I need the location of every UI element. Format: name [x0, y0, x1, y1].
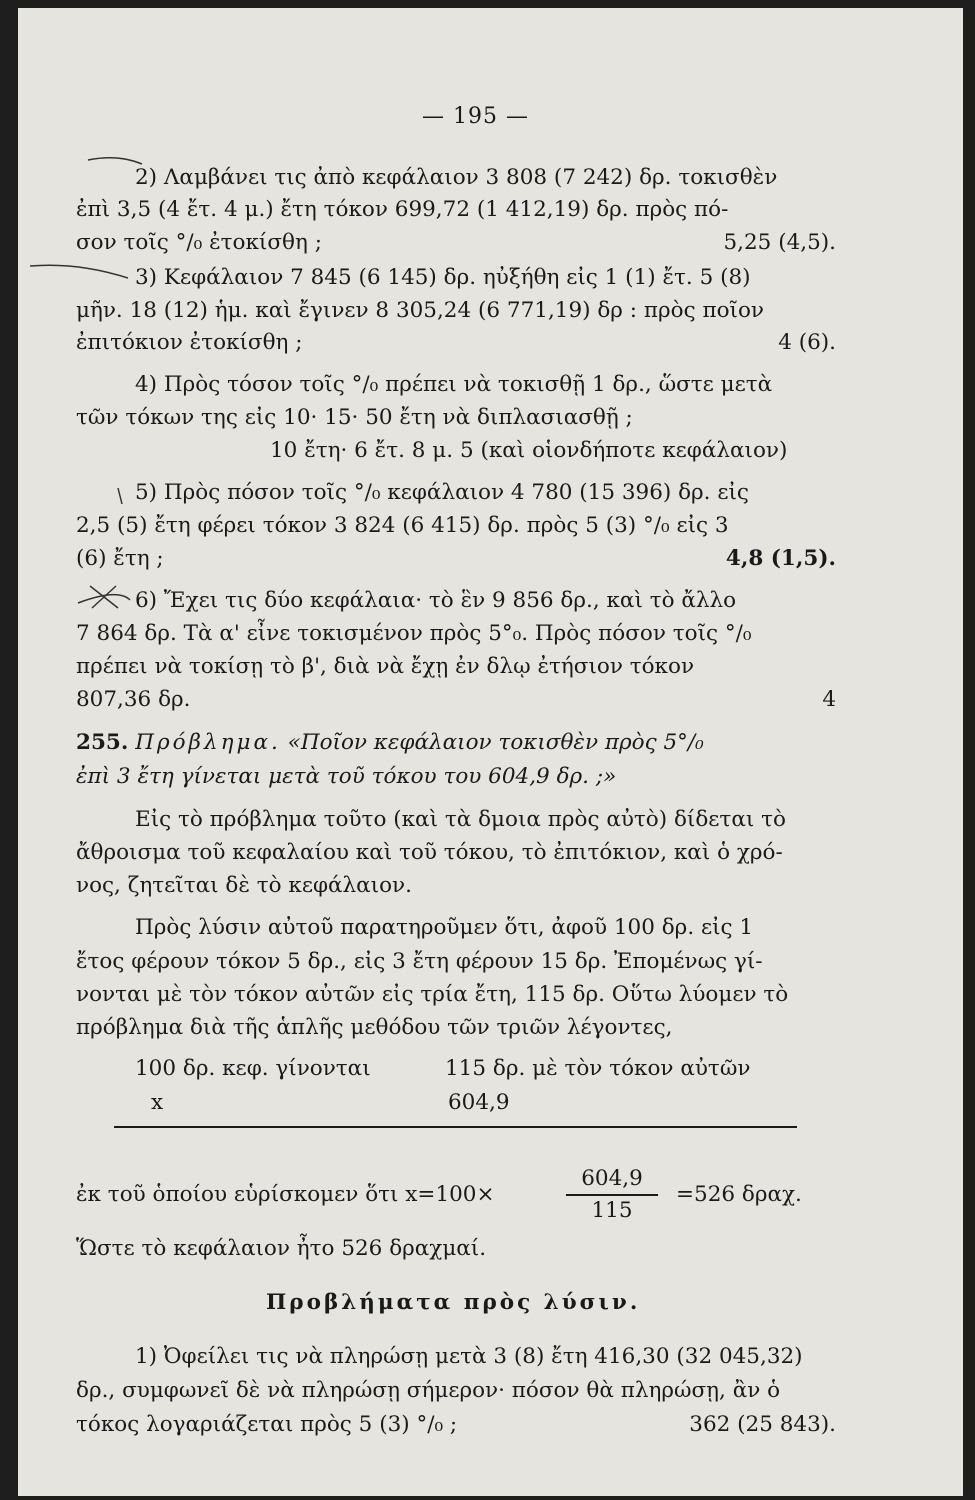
fraction-denominator: 115 [591, 1197, 633, 1223]
problem-255-heading: Πρόβλημα. [135, 730, 281, 755]
problem-6-text: 807,36 δρ. [76, 687, 191, 712]
para1-line-3: νος, ζητεῖται δὲ τὸ κεφάλαιον. [76, 873, 412, 898]
problem-6-line-1: 6) Ἔχει τις δύο κεφάλαια· τὸ ἓν 9 856 δρ., καὶ τὸ ἄλλο [135, 588, 737, 613]
problem-4-answer: 10 ἔτη· 6 ἔτ. 8 μ. 5 (καὶ οἱονδήποτε κεφάλαιον) [270, 438, 788, 463]
problem-6-line-2: 7 864 δρ. Τὰ α' εἶνε τοκισμένον πρὸς 5°₀. Πρὸς πόσον τοῖς °/₀ [76, 621, 752, 646]
problem-5-line-1: 5) Πρὸς πόσον τοῖς °/₀ κεφάλαιον 4 780 (15 396) δρ. εἰς [135, 480, 749, 505]
exercise-1-text: τόκος λογαριάζεται πρὸς 5 (3) °/₀ ; [76, 1412, 458, 1437]
problem-3-line-2: μῆν. 18 (12) ἡμ. καὶ ἔγινεν 8 305,24 (6 771,19) δρ : πρὸς ποῖον [76, 298, 764, 323]
conclusion-line: Ὥστε τὸ κεφάλαιον ἦτο 526 δραχμαί. [76, 1236, 487, 1261]
para2-line-3: νονται μὲ τὸν τόκον αὐτῶν εἰς τρία ἔτη, 115 δρ. Οὕτω λύομεν τὸ [76, 982, 789, 1007]
para2-line-4: πρόβλημα διὰ τῆς ἁπλῆς μεθόδου τῶν τριῶν λέγοντες, [76, 1015, 673, 1040]
para2-line-1: Πρὸς λύσιν αὐτοῦ παρατηροῦμεν ὅτι, ἀφοῦ 100 δρ. εἰς 1 [135, 915, 754, 940]
formula-suffix: =526 δραχ. [676, 1182, 802, 1207]
problem-4-line-1: 4) Πρὸς τόσον τοῖς °/₀ πρέπει νὰ τοκισθῇ 1 δρ., ὥστε μετὰ [135, 372, 773, 397]
para1-line-1: Εἰς τὸ πρόβλημα τοῦτο (καὶ τὰ δμοια πρὸς αὐτὸ) δίδεται τὸ [135, 807, 786, 832]
problem-4-line-2: τῶν τόκων της εἰς 10· 15· 50 ἔτη νὰ διπλασιασθῇ ; [76, 405, 633, 430]
problem-2-line-1: 2) Λαμβάνει τις ἀπὸ κεφάλαιον 3 808 (7 242) δρ. τοκισθὲν [135, 165, 778, 190]
exercise-1-line-2: δρ., συμφωνεῖ δὲ νὰ πληρώσῃ σήμερον· πόσον θὰ πληρώσῃ, ἂν ὁ [76, 1378, 781, 1403]
problem-5-text: (6) ἔτη ; [76, 546, 164, 571]
fraction-numerator: 604,9 [581, 1166, 643, 1191]
para2-line-2: ἔτος φέρουν τόκον 5 δρ., εἰς 3 ἔτη φέρουν 15 δρ. Ἐπομένως γί- [76, 949, 763, 974]
problem-255-question-start: «Ποῖον κεφάλαιον τοκισθὲν πρὸς 5°/₀ [287, 730, 704, 755]
exercise-1-answer: 362 (25 843). [689, 1412, 836, 1437]
page-number: — 195 — [422, 104, 529, 129]
problem-2-answer: 5,25 (4,5). [723, 230, 836, 255]
problem-3-line-1: 3) Κεφάλαιον 7 845 (6 145) δρ. ηὐξήθη εἰς 1 (1) ἔτ. 5 (8) [135, 265, 751, 290]
problem-3-answer: 4 (6). [778, 330, 836, 355]
rule-row-1-left: 100 δρ. κεφ. γίνονται [135, 1056, 371, 1081]
pencil-marks [18, 8, 963, 1496]
problem-5-answer: 4,8 (1,5). [725, 546, 836, 571]
problem-2-text: σον τοῖς °/₀ ἐτοκίσθη ; [76, 230, 322, 255]
rule-row-1-right: 115 δρ. μὲ τὸν τόκον αὐτῶν [445, 1056, 751, 1081]
exercise-1-line-1: 1) Ὀφείλει τις νὰ πληρώσῃ μετὰ 3 (8) ἔτη 416,30 (32 045,32) [135, 1344, 803, 1369]
rule-row-2-left: x [151, 1090, 164, 1115]
problem-6-answer: 4 [822, 687, 836, 712]
problem-3-text: ἐπιτόκιον ἐτοκίσθη ; [76, 330, 303, 355]
problem-6-line-3: πρέπει νὰ τοκίσῃ τὸ β', διὰ νὰ ἔχῃ ἐν δλῳ ἐτήσιον τόκον [76, 654, 695, 679]
problem-5-line-2: 2,5 (5) ἔτη φέρει τόκον 3 824 (6 415) δρ. πρὸς 5 (3) °/₀ εἰς 3 [76, 513, 729, 538]
rule-row-2-right: 604,9 [448, 1090, 510, 1115]
para1-line-2: ἄθροισμα τοῦ κεφαλαίου καὶ τοῦ τόκου, τὸ ἐπιτόκιον, καὶ ὁ χρό- [76, 840, 783, 865]
problem-255-number: 255. [76, 730, 129, 755]
problem-2-line-2: ἐπὶ 3,5 (4 ἔτ. 4 μ.) ἔτη τόκον 699,72 (1 412,19) δρ. πρὸς πό- [76, 197, 729, 222]
formula-prefix: ἐκ τοῦ ὁποίου εὑρίσκομεν ὅτι x=100× [76, 1182, 495, 1207]
problem-255-line-2: ἐπὶ 3 ἔτη γίνεται μετὰ τοῦ τόκου του 604,9 δρ. ;» [76, 764, 617, 789]
section-heading: Προβλήματα πρὸς λύσιν. [266, 1290, 641, 1315]
book-page [18, 8, 963, 1496]
